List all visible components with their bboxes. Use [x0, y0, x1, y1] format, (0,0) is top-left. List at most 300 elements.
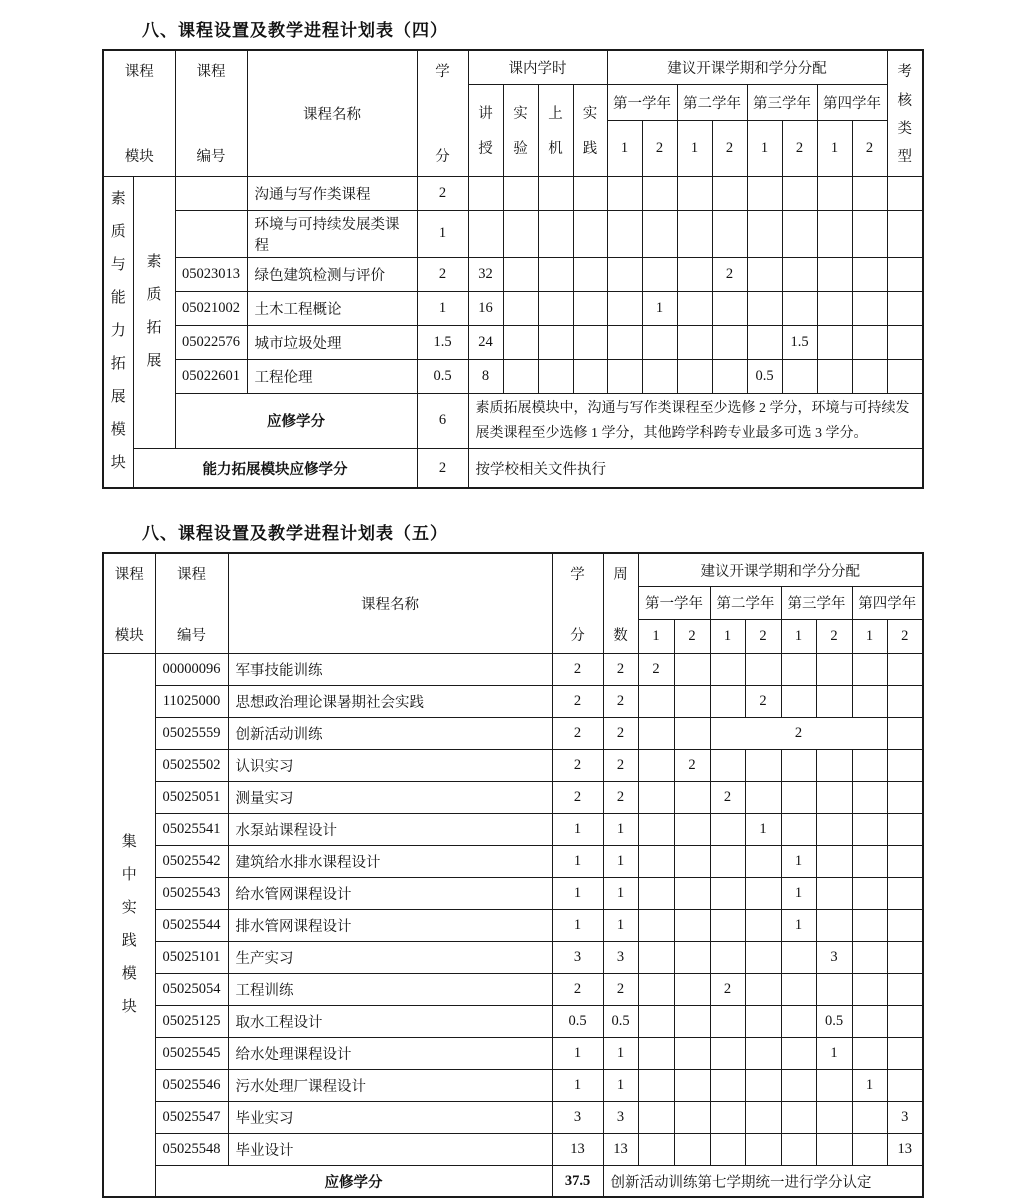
weeks-cell: 3	[603, 941, 638, 973]
course-code-cell: 05025547	[155, 1101, 228, 1133]
semester-credit-cell: 1	[781, 845, 816, 877]
required-credits-note: 素质拓展模块中，沟通与写作类课程至少选修 2 学分，环境与可持续发展类课程至少选修 1 学分，其他跨学科跨专业最多可选 3 学分。	[468, 393, 923, 448]
semester-credit-cell	[710, 877, 745, 909]
semester-credit-cell: 1	[781, 909, 816, 941]
semester-credit-cell	[852, 685, 887, 717]
credit-cell: 1	[552, 1037, 603, 1069]
semester-credit-cell	[887, 973, 923, 1005]
credit-cell: 1	[552, 877, 603, 909]
course-code-cell: 05025541	[155, 813, 228, 845]
semester-credit-cell	[674, 845, 710, 877]
semester-credit-cell	[816, 653, 852, 685]
semester-credit-cell	[852, 359, 887, 393]
course-name-cell: 生产实习	[228, 941, 552, 973]
hour-cell	[573, 210, 607, 257]
course-name-cell: 土木工程概论	[247, 291, 417, 325]
semester-credit-cell	[781, 1133, 816, 1165]
course-name-cell: 工程伦理	[247, 359, 417, 393]
required-credits-label: 应修学分	[175, 393, 417, 448]
semester-credit-cell	[887, 1005, 923, 1037]
course-code-cell: 05022576	[175, 325, 247, 359]
semester-credit-cell	[677, 325, 712, 359]
header-practice: 实 践	[573, 84, 607, 176]
hour-cell	[573, 291, 607, 325]
course-row	[103, 210, 923, 257]
semester-credit-cell	[710, 1037, 745, 1069]
semester-credit-cell	[781, 1037, 816, 1069]
ability-credits-note: 按学校相关文件执行	[468, 448, 923, 488]
course-row	[103, 909, 923, 941]
semester-credit-cell	[852, 973, 887, 1005]
course-code-cell: 05025054	[155, 973, 228, 1005]
semester-credit-cell	[887, 749, 923, 781]
header-lecture: 讲 授	[468, 84, 503, 176]
semester-credit-cell	[747, 291, 782, 325]
semester-credit-cell	[747, 176, 782, 210]
table5-body	[103, 653, 923, 1197]
semester-credit-cell	[817, 325, 852, 359]
semester-credit-cell	[607, 291, 642, 325]
semester-credit-cell	[674, 1037, 710, 1069]
semester-credit-cell	[816, 781, 852, 813]
course-code-cell: 11025000	[155, 685, 228, 717]
weeks-cell: 2	[603, 717, 638, 749]
semester-credit-cell: 2	[712, 257, 747, 291]
semester-credit-cell	[817, 210, 852, 257]
semester-credit-cell	[712, 210, 747, 257]
semester-credit-cell	[638, 845, 674, 877]
semester-credit-cell	[745, 941, 781, 973]
credit-cell: 1	[552, 845, 603, 877]
header-sem-num: 2	[745, 619, 781, 653]
semester-credit-cell: 2	[710, 973, 745, 1005]
semester-credit-cell	[781, 685, 816, 717]
semester-credit-cell	[710, 1101, 745, 1133]
semester-credit-cell	[816, 909, 852, 941]
semester-credit-cell	[674, 973, 710, 1005]
hour-cell	[538, 325, 573, 359]
course-code-cell: 05025101	[155, 941, 228, 973]
hour-cell	[468, 210, 503, 257]
semester-credit-cell	[781, 1005, 816, 1037]
header-sem-num: 1	[817, 120, 852, 176]
semester-credit-cell	[674, 877, 710, 909]
course-code-cell: 05025548	[155, 1133, 228, 1165]
hour-cell	[538, 359, 573, 393]
header-assessment-type: 考 核 类 型	[887, 50, 923, 176]
header-semester-group: 建议开课学期和学分分配	[607, 50, 887, 84]
semester-credit-cell	[781, 1101, 816, 1133]
semester-credit-cell: 2	[745, 685, 781, 717]
header-sem-num: 2	[887, 619, 923, 653]
course-name-cell: 取水工程设计	[228, 1005, 552, 1037]
hour-cell: 24	[468, 325, 503, 359]
course-code-cell: 05025559	[155, 717, 228, 749]
course-name-cell: 军事技能训练	[228, 653, 552, 685]
credit-cell: 0.5	[417, 359, 468, 393]
semester-credit-cell	[887, 845, 923, 877]
semester-credit-cell	[816, 877, 852, 909]
credit-cell: 3	[552, 1101, 603, 1133]
header-sem-num: 1	[781, 619, 816, 653]
header-sem-num: 2	[816, 619, 852, 653]
hour-cell	[503, 325, 538, 359]
weeks-cell: 1	[603, 877, 638, 909]
required-credits-value: 37.5	[552, 1165, 603, 1197]
credit-cell: 2	[552, 717, 603, 749]
course-name-cell: 给水处理课程设计	[228, 1037, 552, 1069]
semester-credit-cell	[638, 909, 674, 941]
table5	[102, 552, 924, 1198]
credit-cell: 13	[552, 1133, 603, 1165]
course-code-cell: 05025545	[155, 1037, 228, 1069]
semester-credit-cell	[638, 781, 674, 813]
semester-credit-cell	[674, 941, 710, 973]
semester-credit-cell	[852, 813, 887, 845]
credit-cell: 1.5	[417, 325, 468, 359]
semester-credit-cell	[638, 717, 674, 749]
semester-credit-cell	[852, 1133, 887, 1165]
credit-cell: 1	[417, 210, 468, 257]
semester-credit-cell	[852, 1101, 887, 1133]
hour-cell	[503, 257, 538, 291]
course-code-cell: 05022601	[175, 359, 247, 393]
weeks-cell: 2	[603, 781, 638, 813]
weeks-cell: 1	[603, 1037, 638, 1069]
semester-credit-cell	[887, 941, 923, 973]
semester-credit-cell: 3	[887, 1101, 923, 1133]
semester-credit-cell	[674, 909, 710, 941]
semester-credit-cell	[712, 291, 747, 325]
header-credit: 学 分	[417, 50, 468, 176]
semester-credit-cell	[642, 257, 677, 291]
table5-header	[103, 553, 923, 653]
hour-cell: 16	[468, 291, 503, 325]
semester-credit-cell	[607, 359, 642, 393]
course-row	[103, 176, 923, 210]
header-year-4: 第四学年	[817, 84, 887, 120]
semester-credit-cell	[710, 813, 745, 845]
course-code-cell: 05025546	[155, 1069, 228, 1101]
semester-credit-cell	[887, 909, 923, 941]
course-row	[103, 1069, 923, 1101]
semester-credit-cell	[747, 210, 782, 257]
course-row	[103, 359, 923, 393]
semester-credit-cell: 0.5	[816, 1005, 852, 1037]
course-name-cell: 思想政治理论课暑期社会实践	[228, 685, 552, 717]
course-row	[103, 325, 923, 359]
semester-credit-cell	[638, 973, 674, 1005]
hour-cell: 8	[468, 359, 503, 393]
semester-credit-cell	[745, 749, 781, 781]
semester-credit-cell	[607, 176, 642, 210]
course-name-cell: 城市垃圾处理	[247, 325, 417, 359]
semester-credit-cell	[887, 653, 923, 685]
semester-credit-cell	[710, 1133, 745, 1165]
semester-credit-cell	[887, 685, 923, 717]
header-year-2: 第二学年	[710, 586, 781, 619]
required-credits-row	[103, 1165, 923, 1197]
header-sem-num: 2	[712, 120, 747, 176]
semester-credit-cell	[852, 877, 887, 909]
course-row	[103, 877, 923, 909]
hour-cell	[503, 291, 538, 325]
section-gap	[102, 489, 1024, 519]
course-name-cell: 污水处理厂课程设计	[228, 1069, 552, 1101]
semester-credit-cell	[747, 325, 782, 359]
semester-credit-cell	[710, 941, 745, 973]
semester-credit-cell	[781, 653, 816, 685]
credit-cell: 1	[552, 1069, 603, 1101]
course-name-cell: 水泵站课程设计	[228, 813, 552, 845]
required-credits-value: 6	[417, 393, 468, 448]
course-code-cell: 05025544	[155, 909, 228, 941]
weeks-cell: 1	[603, 909, 638, 941]
semester-credit-cell	[781, 1069, 816, 1101]
course-name-cell: 工程训练	[228, 973, 552, 1005]
semester-credit-cell	[816, 1101, 852, 1133]
semester-credit-cell	[817, 257, 852, 291]
table4	[102, 49, 924, 489]
weeks-cell: 2	[603, 685, 638, 717]
semester-credit-cell	[817, 291, 852, 325]
header-year-3: 第三学年	[781, 586, 852, 619]
submodule-label-cell	[133, 176, 175, 448]
header-course-code: 课程 编号	[175, 50, 247, 176]
header-experiment: 实 验	[503, 84, 538, 176]
course-row	[103, 653, 923, 685]
semester-credit-cell	[710, 909, 745, 941]
weeks-cell: 2	[603, 653, 638, 685]
semester-credit-cell: 1	[642, 291, 677, 325]
semester-credit-cell	[782, 176, 817, 210]
semester-credit-cell	[674, 813, 710, 845]
semester-credit-cell: 1	[816, 1037, 852, 1069]
credit-cell: 1	[552, 813, 603, 845]
credit-cell: 2	[552, 781, 603, 813]
semester-credit-cell	[887, 717, 923, 749]
table4-header	[103, 50, 923, 176]
semester-credit-cell	[852, 291, 887, 325]
header-sem-num: 1	[638, 619, 674, 653]
course-row	[103, 1037, 923, 1069]
semester-credit-cell	[782, 210, 817, 257]
semester-credit-cell	[710, 685, 745, 717]
hour-cell	[503, 210, 538, 257]
semester-credit-cell	[638, 749, 674, 781]
module-label-cell	[103, 176, 133, 488]
semester-credit-cell	[642, 176, 677, 210]
header-sem-num: 2	[852, 120, 887, 176]
header-weeks: 周 数	[603, 553, 638, 653]
semester-credit-cell	[712, 176, 747, 210]
semester-credit-cell	[712, 359, 747, 393]
semester-credit-cell	[674, 1101, 710, 1133]
semester-credit-cell	[816, 813, 852, 845]
semester-credit-cell	[638, 685, 674, 717]
ability-credits-label: 能力拓展模块应修学分	[133, 448, 417, 488]
hour-cell	[573, 359, 607, 393]
course-name-cell: 绿色建筑检测与评价	[247, 257, 417, 291]
semester-credit-cell	[745, 1101, 781, 1133]
header-sem-num: 1	[747, 120, 782, 176]
header-sem-num: 1	[677, 120, 712, 176]
semester-credit-cell	[745, 877, 781, 909]
semester-credit-cell	[674, 717, 710, 749]
semester-credit-cell	[607, 257, 642, 291]
course-row	[103, 1005, 923, 1037]
module-label-cell-text: 素 质 与 能 力 拓 展 模 块	[110, 191, 126, 472]
header-year-2: 第二学年	[677, 84, 747, 120]
submodule-label-cell-text: 素 质 拓 展	[146, 254, 162, 370]
course-row	[103, 973, 923, 1005]
semester-credit-cell	[781, 941, 816, 973]
semester-credit-cell	[642, 325, 677, 359]
semester-credit-cell	[782, 257, 817, 291]
weeks-cell: 2	[603, 749, 638, 781]
semester-credit-cell	[852, 941, 887, 973]
course-name-cell: 沟通与写作类课程	[247, 176, 417, 210]
semester-credit-cell	[607, 210, 642, 257]
header-sem-num: 2	[674, 619, 710, 653]
credit-cell: 1	[552, 909, 603, 941]
credit-cell: 2	[552, 685, 603, 717]
required-credits-note: 创新活动训练第七学期统一进行学分认定	[603, 1165, 923, 1197]
semester-credit-cell: 1	[781, 877, 816, 909]
course-row	[103, 941, 923, 973]
course-name-cell: 给水管网课程设计	[228, 877, 552, 909]
course-code-cell: 05025125	[155, 1005, 228, 1037]
semester-credit-cell	[852, 257, 887, 291]
semester-credit-cell	[607, 325, 642, 359]
semester-credit-cell	[852, 176, 887, 210]
semester-credit-cell	[674, 685, 710, 717]
semester-credit-cell	[887, 877, 923, 909]
course-row	[103, 749, 923, 781]
hour-cell	[503, 176, 538, 210]
ability-credits-value: 2	[417, 448, 468, 488]
hour-cell	[573, 257, 607, 291]
semester-credit-cell	[674, 653, 710, 685]
header-sem-num: 1	[607, 120, 642, 176]
semester-credit-cell	[816, 685, 852, 717]
semester-credit-cell	[638, 1005, 674, 1037]
course-code-cell	[175, 210, 247, 257]
semester-credit-cell	[887, 1069, 923, 1101]
header-year-3: 第三学年	[747, 84, 817, 120]
semester-credit-cell	[638, 1133, 674, 1165]
semester-credit-cell: 2	[674, 749, 710, 781]
semester-credit-cell	[710, 749, 745, 781]
semester-credit-cell	[852, 1005, 887, 1037]
hour-cell	[503, 359, 538, 393]
semester-credit-cell	[782, 359, 817, 393]
semester-credit-cell	[852, 781, 887, 813]
semester-credit-cell	[852, 749, 887, 781]
credit-cell: 2	[417, 176, 468, 210]
header-course-module: 课程 模块	[103, 50, 175, 176]
semester-credit-cell: 0.5	[747, 359, 782, 393]
course-name-cell: 环境与可持续发展类课程	[247, 210, 417, 257]
semester-credit-cell	[782, 291, 817, 325]
semester-credit-cell	[638, 877, 674, 909]
header-sem-num: 2	[642, 120, 677, 176]
semester-credit-cell	[677, 176, 712, 210]
weeks-cell: 3	[603, 1101, 638, 1133]
course-code-cell: 05025502	[155, 749, 228, 781]
required-credits-row	[103, 393, 923, 448]
header-class-hours: 课内学时	[468, 50, 607, 84]
credit-cell: 2	[417, 257, 468, 291]
semester-credit-cell: 1	[852, 1069, 887, 1101]
header-year-1: 第一学年	[607, 84, 677, 120]
header-sem-num: 2	[782, 120, 817, 176]
semester-credit-cell	[710, 1069, 745, 1101]
course-name-cell: 建筑给水排水课程设计	[228, 845, 552, 877]
assessment-cell	[887, 291, 923, 325]
semester-credit-cell	[852, 909, 887, 941]
semester-credit-cell	[817, 359, 852, 393]
semester-credit-merged-cell: 2	[710, 717, 887, 749]
course-row	[103, 257, 923, 291]
course-code-cell: 05025543	[155, 877, 228, 909]
semester-credit-cell	[674, 1005, 710, 1037]
weeks-cell: 1	[603, 1069, 638, 1101]
course-name-cell: 毕业实习	[228, 1101, 552, 1133]
hour-cell	[573, 325, 607, 359]
semester-credit-cell: 2	[638, 653, 674, 685]
course-code-cell: 05023013	[175, 257, 247, 291]
semester-credit-cell	[638, 813, 674, 845]
header-computer: 上 机	[538, 84, 573, 176]
semester-credit-cell	[852, 1037, 887, 1069]
hour-cell	[538, 257, 573, 291]
semester-credit-cell	[745, 1005, 781, 1037]
semester-credit-cell	[817, 176, 852, 210]
semester-credit-cell	[745, 781, 781, 813]
course-row	[103, 781, 923, 813]
semester-credit-cell	[781, 813, 816, 845]
semester-credit-cell	[674, 1069, 710, 1101]
semester-credit-cell: 1.5	[782, 325, 817, 359]
credit-cell: 3	[552, 941, 603, 973]
semester-credit-cell	[710, 1005, 745, 1037]
course-code-cell: 00000096	[155, 653, 228, 685]
course-row	[103, 291, 923, 325]
hour-cell: 32	[468, 257, 503, 291]
semester-credit-cell	[781, 749, 816, 781]
weeks-cell: 1	[603, 845, 638, 877]
semester-credit-cell	[710, 845, 745, 877]
weeks-cell: 1	[603, 813, 638, 845]
course-row	[103, 845, 923, 877]
semester-credit-cell	[816, 973, 852, 1005]
semester-credit-cell	[745, 653, 781, 685]
hour-cell	[538, 291, 573, 325]
course-row	[103, 717, 923, 749]
semester-credit-cell	[745, 1069, 781, 1101]
assessment-cell	[887, 257, 923, 291]
semester-credit-cell	[816, 1133, 852, 1165]
course-code-cell: 05025542	[155, 845, 228, 877]
credit-cell: 1	[417, 291, 468, 325]
hour-cell	[573, 176, 607, 210]
header-year-1: 第一学年	[638, 586, 710, 619]
header-course-module: 课程 模块	[103, 553, 155, 653]
semester-credit-cell	[745, 1037, 781, 1069]
header-year-4: 第四学年	[852, 586, 923, 619]
course-code-cell: 05021002	[175, 291, 247, 325]
